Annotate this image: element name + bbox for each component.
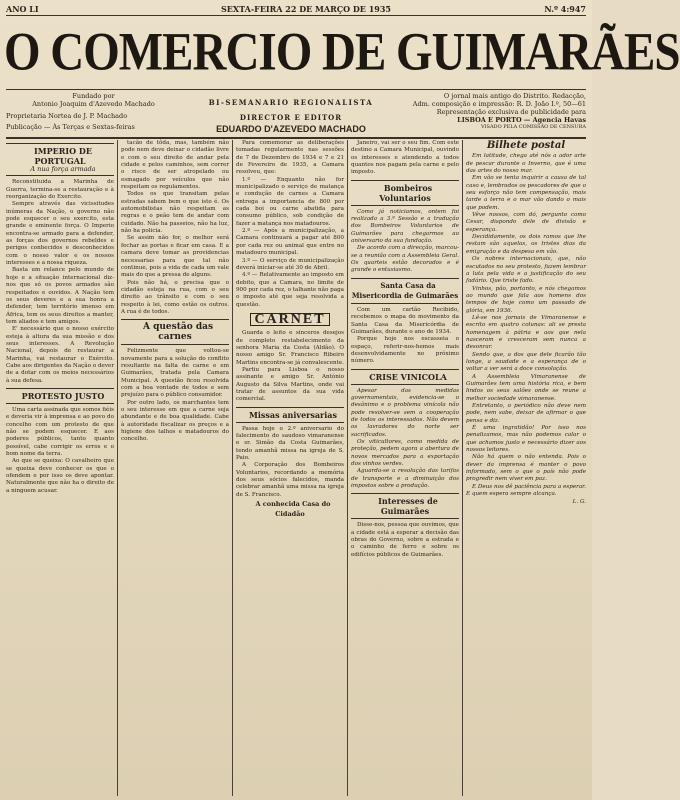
subheader [6,92,586,136]
publication-days: Publicação — Às Terças e Sextas-feiras [6,123,135,131]
article-paragraph: Passa hoje o 2.º aniversario do falecimento do saudoso vimaranense e sr. Simão da Costa Guimarães, tendo amanhã missa na igreja de S. Paio. [236,425,344,462]
right-info-4: LISBOA E PORTO — Agencia Havas [457,116,586,124]
article-heading-casa: A conhecida Casa do Cidadão [255,500,331,519]
article-paragraph: Se assim não for, o melhor será fechar as portas e ficar em casa. E a camara deve tomar as providencias necessarias para que tal não continue, pois a vida de cada um vale mais do que a pressa de alguns. [121,235,229,279]
column-divider [117,140,118,796]
article-heading-carnes: A questão das carnes [142,322,214,343]
article-paragraph: Lê-se nos jornais de Vimaranense e escrito em quatro colunas: ali se presta homenagem à pátria e aos que nela nasceram e cresceram sem nunca a desonrar. [466,314,586,351]
column-divider [347,140,348,796]
owner-line: Proprietaria Nortea de J. P. Machado [6,112,128,120]
article-paragraph: De acordo com a direcção, marcou-se a reunião com a Assembleia Geral. Os quarteis estão decorados e é grande o entusiasmo. [351,245,459,274]
article-paragraph: Em latitude, chega até nós a ador arte de pescar durante o Inverno, que é uma das artes do nosso mar. [466,153,586,175]
signature: L. G. [572,498,586,505]
column-divider [232,140,233,796]
article-paragraph: Vinhos, pão, portanto, e nós chegamos ao mundo que fala aos homens dos tempos de hoje como um passado de glória, em 1936. [466,285,586,314]
article-paragraph: Apesar das medidas governamentais, evidencia-se o desânimo e o problema vinícola não pode resolver-se sem a cooperação de todos os interessados. Não devem os lavradores do norte ser sacrificados. [351,387,459,438]
issue-date: SEXTA-FEIRA 22 DE MARÇO DE 1935 [221,4,391,14]
article-paragraph: Pois não há, o precisa que o cidadão esteja na rua, com o seu direito ao trânsito e com o seu respeito à lei, como estão os outros. A rua é de todos. [121,279,229,315]
article-heading-missas: Missas aniversarias [249,409,337,420]
article-paragraph: Reconstituida a Marinha de Guerra, termina-se a restauração e à reorganização do Exercito. [6,179,114,201]
right-info-2: Adm. composição e impressão: R. D. João I.º, 50—61 [412,100,586,108]
header-bottom-rule [6,137,586,139]
article-paragraph: Como já noticiamos, ontem foi realizada a 3.ª Sessão e a tradução dos Bombeiros Voluntarios de Guimarães para chegarmos ao aniversario da sua fundação. [351,208,459,245]
column-4 [351,140,459,796]
article-paragraph: Decididamente, os dois ramos que lhe restam são aquelas, os tristes dias da emigração e da despesa em vão. [466,234,586,255]
article-paragraph: Os viticultores, como medida de proteção, pedem agora a abertura de novos mercados para a exportação dos vinhos verdes. [351,438,459,467]
article-subheading-forca: A nua força armada [30,165,96,173]
column-divider [462,140,463,796]
column-3 [236,140,344,796]
article-paragraph: Sempre através das vicissitudes inúmeras da Nação, o governo não pode esquecer o seu exercito, esta grande e eminente força. O Imperio encontra-se armado para a defender, as forças dos governos rebeldes e perigos conhecidos e desconhecidos com o nosso valor e os nossos interesses e a nossa riqueza. [6,201,114,267]
column-2 [121,140,229,796]
article-paragraph: Para comemorar as deliberações tomadas regularmente nas sessões de 7 de Dezembro de 1934 e 7 e 21 de Fevereiro de 1935, a Camara resolveu, que: [236,140,344,176]
article-paragraph: Todos os que transitam pelas estradas sabem bem o que isto é. Os automobilistas não respeitam as regras e o peão tem de andar com cuidado. Não ha passeios, não ha luz, não ha policia. [121,191,229,235]
carnet-heading: CARNET [250,313,330,326]
article-paragraph: A Corporação dos Bombeiros Voluntarios, recordando a memória dos seus sócios falecidos, manda celebrar amanhã uma missa na igreja de S. Francisco. [236,462,344,498]
editor-name: EDUARDO D'AZEVEDO MACHADO [216,124,366,134]
column-5 [466,140,586,796]
article-paragraph: 1.º — Enquanto não for municipalizado o serviço de matança e condução de carnes a Camara entrega a importancia de 800 por cada boi ou carne abatida para consumo público, sob condição de fazer a matança nos matadouros. [236,176,344,227]
article-heading-crise: CRISE VINICOLA [369,371,447,382]
article-paragraph: Janeiro, vai ser o seu fim. Com este destino a Camara Municipal, ouvindo os interesses e atendendo a todos quantos nos pagam pela carne e pelo imposto. [351,140,459,176]
article-paragraph: tacão de tôda, mas, também não pode nem deve deixar o cidadão livre e com o seu direito de andar pela cidade e pelos caminhos, sem correr o risco de ser atropelado ou esmagado por veículos que não respeitam os regulamentos. [121,140,229,191]
article-heading-misericordia: Santa Casa da Misericordia de Guimarães [351,280,459,300]
column-1 [6,140,114,796]
issue-number: N.º 4:947 [544,4,586,14]
article-paragraph: Sendo que, a dos que dele ficarão tão longe, a saudade e a esperança de o voltar a ver será a doce consolação. [466,351,586,373]
article-paragraph: Felizmente que voltou-se novamente para a solução do conflito resultante na falta de carne e em Guimarães, tratada pela Camara Municipal. A questão ficou resolvida com a boa vontade de todos e sem prejuízo para o público consumidor. [121,348,229,399]
article-paragraph: Não há quem o não entenda. Pois o dever da imprensa é manter o povo informado, sem o que o país não pode progredir nem viver em paz. [466,454,586,483]
founder-name: Antonio Joaquim d'Azevedo Machado [32,100,155,108]
article-paragraph: Com um cartão Recibido, recebemos o mapa do movimento da Santa Casa da Misericórdia de Guimarães, durante o ano de 1934. [351,306,459,335]
article-paragraph: 3.º — O serviço de municipalização deverá iniciar-se até 30 de Abril. [236,257,344,271]
article-paragraph: Disse-nos, pessoa que ouvimos, que a cidade está a esperar a decisão das obras do Governo, sobre a estrada e o caminho de ferro e sobre os edifícios públicos de Guimarães. [351,522,459,558]
masthead-rule [6,89,586,90]
bi-weekly-label: BI-SEMANARIO REGIONALISTA [208,98,374,107]
year-volume: ANO LI [6,4,39,14]
article-paragraph: Partiu para Lisboa o nosso assinante e amigo Sr. António Augusto da Silva Martins, onde vai tratar de assuntos da sua vida comercial. [236,366,344,403]
article-paragraph: Em vão se tenta inquirir a causa de tal caso e, lembrados os pescadores de que o seu esforço não tem compensação, mais tarde a terra e o mar vão dando o mais que podem. [466,175,586,211]
article-paragraph: 2.º — Após a municipalização, a Camara continuará a pagar até 800 por cada rez ou animal que entre no matadouro municipal. [236,228,344,257]
article-paragraph: Aguarda-se a resolução das tarifas de transporte e a diminuição dos impostos sobre a produção. [351,468,459,490]
article-paragraph: Os nobres internacionais, que, não escutados no seu protesto, fazem lembrar a luta pela vida e a justificação do seu fadário. Que triste fado. [466,256,586,285]
article-paragraph: E' necessário que o nosso exército esteja à altura da sua missão e dos seus interesses. A Revolução Nacional, depois de restaurar a Marinha, vai restaurar o Exército. Cabe aos dirigentes da Nação o dever de a dotar com os meios necessários à sua defesa. [6,326,114,384]
article-heading-bombeiros: Bombeiros Voluntarios [379,182,433,203]
article-heading-protesto: PROTESTO JUSTO [21,390,105,401]
article-paragraph: A Assembleia Vimaranense de Guimarães tem uma história rica, e bem lindos os seus salões onde se reune a melhor sociedade vimaranense. [466,373,586,402]
article-heading-imperio: IMPERIO DE PORTUGAL [34,146,92,166]
article-paragraph: Uma carta assinada que somos fiéis e deveria vir à imprensa e ao povo do concelho com um protesto de que não se podem esquecer. E aos poderes públicos, tanto quanto possível, cabe corrigir os erros e o bom nome da terra. [6,406,114,458]
article-paragraph: Vêve nossos, com dó, pergunto como Cesar, dispondo dele de divisão e esperança. [466,212,586,233]
right-info-5: VISADO PELA COMISSÃO DE CENSURA [480,124,586,130]
article-paragraph: Entretanto, o periódico não deve nem pode, nem sabe, deixar de afirmar o que pensa e diz. [466,403,586,424]
right-info-3: Representação exclusiva de publicidade para [436,108,586,116]
right-info-1: O jornal mais antigo do Distrito. Redacção, [443,92,586,100]
article-paragraph: E Deus nos dê paciência para a esperar. E quem espera sempre alcança. [466,483,586,498]
article-paragraph: Ao que se queixa: O cavalheiro que se queixa deve conhecer os que o ofendem e por isso os deve apontar. Naturalmente que não ha o direito de a ninguem acusar. [6,458,114,494]
newspaper-title: O COMERCIO DE GUIMARÃES [4,22,680,82]
article-paragraph: Basta um relance pelo mundo de hoje e a situação internacional diz-nos que só os povos armados são respeitados e ouvidos. A Nação tem os seus deveres e a sua honra a defender, tem território imenso em África, tem os seus direitos a manter, tem aliados e tem amigos. [6,267,114,325]
article-paragraph: É uma ingratidão! Por isso nos penalizamos, mas não podemos calar o que achamos justo e necessário dizer aos nossos leitores. [466,425,586,454]
article-paragraph: Porque hoje nos escasseia o espaço, referir-nos-hemos mais desenvolvidamente no próximo número. [351,336,459,365]
article-paragraph: Guarda o leito e sinceros desejos de completo restabelecimento da senhora Maria da Costa (Aldão). O nosso amigo Sr. Francisco Ribeiro Martins encontra-se já convalescente. [236,330,344,366]
article-heading-interesses: Interesses de Guimarães [378,496,438,517]
article-paragraph: Por outro lado, os marchantes tem o seu interesse em que a carne seja abundante e de boa qualidade. Cabe à autoridade fiscalizar os preços e a higiene dos talhos e matadouros do concelho. [121,399,229,443]
director-label: DIRECTOR E EDITOR [239,113,343,122]
article-paragraph: 4.º — Relativamente ao imposto em debito, que a Camara, no limite de 900 por cada rez, o talhante não paga o imposto até que seja resolvida a questão. [236,272,344,308]
founded-label: Fundado por [72,92,115,100]
article-heading-bilhete: Bilhete postal [486,140,566,151]
